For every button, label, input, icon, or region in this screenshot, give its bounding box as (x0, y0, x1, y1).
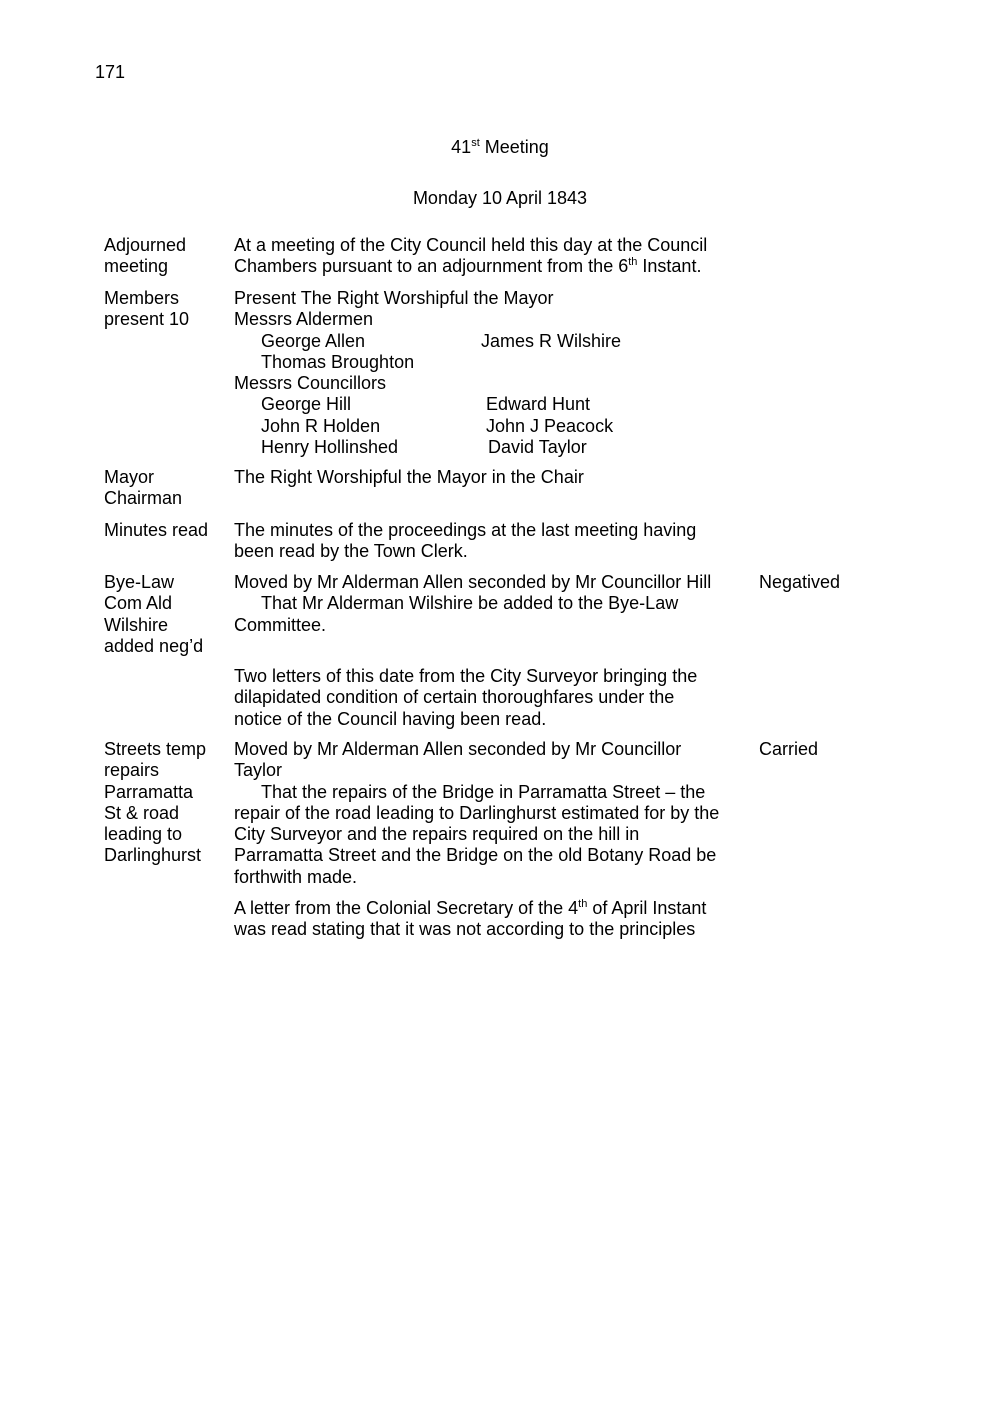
motion-line: City Surveyor and the repairs required on the hill in (234, 824, 640, 845)
margin-note-minutes (104, 520, 229, 541)
member-name: Edward Hunt (486, 394, 591, 415)
margin-line: repairs (104, 760, 160, 781)
margin-line: Streets temp (104, 739, 207, 759)
members-list (234, 288, 754, 458)
letters-paragraph (234, 666, 754, 730)
margin-line: Adjourned (104, 235, 187, 255)
member-row (234, 416, 754, 437)
member-row (234, 352, 754, 373)
aldermen-heading: Messrs Aldermen (234, 309, 374, 330)
member-name: John J Peacock (486, 415, 614, 436)
margin-line: Mayor (104, 467, 155, 487)
meeting-word: Meeting (484, 137, 549, 157)
member-row (234, 394, 754, 415)
margin-line: present 10 (104, 309, 190, 330)
ordinal-suffix: th (628, 256, 638, 269)
minutes-paragraph (234, 520, 754, 563)
margin-line: leading to (104, 824, 183, 845)
margin-line: Darlinghurst (104, 845, 202, 866)
margin-line: Members (104, 288, 180, 308)
margin-line: Com Ald (104, 593, 173, 614)
byelaw-paragraph (234, 572, 754, 636)
member-name: George Hill (261, 394, 352, 415)
member-name: Thomas Broughton (261, 351, 415, 372)
paragraph-line: Two letters of this date from the City Surveyor bringing the (234, 666, 698, 686)
paragraph-line: dilapidated condition of certain thoroughfares under the (234, 687, 675, 708)
motion-line: forthwith made. (234, 866, 358, 887)
margin-note-members (104, 288, 229, 331)
meeting-date: Monday 10 April 1843 (412, 188, 588, 208)
paragraph-line: The Right Worshipful the Mayor in the Chair (234, 467, 584, 487)
paragraph-line: The minutes of the proceedings at the last meeting having (234, 520, 697, 540)
motion-line: That the repairs of the Bridge in Parramatta Street – the (261, 781, 706, 802)
streets-paragraph (234, 739, 754, 888)
motion-line: Committee. (234, 614, 327, 635)
mayor-paragraph (234, 467, 754, 488)
paragraph-line: At a meeting of the City Council held this day at the Council (234, 235, 708, 255)
meeting-title (0, 137, 1000, 158)
margin-line: Wilshire (104, 614, 169, 635)
page-number: 171 (95, 62, 126, 82)
text-run: Chambers pursuant to an adjournment from the 6 (234, 256, 629, 277)
margin-line: Bye-Law (104, 572, 175, 592)
margin-line: meeting (104, 256, 169, 277)
member-row (234, 331, 754, 352)
paragraph-line: been read by the Town Clerk. (234, 541, 468, 562)
councillors-heading: Messrs Councillors (234, 373, 387, 394)
margin-line: added neg’d (104, 635, 204, 656)
adjourned-paragraph (234, 235, 754, 278)
member-name: George Allen (261, 330, 366, 351)
moved-line: Moved by Mr Alderman Allen seconded by Mr Councillor (234, 739, 682, 759)
moved-line: Taylor (234, 760, 283, 781)
member-name: David Taylor (488, 437, 587, 458)
outcome-negatived: Negatived (759, 572, 841, 592)
meeting-number: 41 (451, 137, 472, 157)
text-run: A letter from the Colonial Secretary of the 4 (234, 898, 579, 918)
margin-note-byelaw (104, 572, 229, 657)
motion-line: That Mr Alderman Wilshire be added to the Bye-Law (261, 593, 679, 614)
member-name: Henry Hollinshed (261, 437, 399, 458)
present-line: Present The Right Worshipful the Mayor (234, 288, 554, 308)
ordinal-suffix: th (578, 898, 588, 910)
paragraph-line: notice of the Council having been read. (234, 708, 547, 729)
colonial-letter-paragraph (234, 898, 754, 941)
margin-note-streets (104, 739, 229, 867)
margin-line: Minutes read (104, 520, 209, 540)
margin-note-mayor (104, 467, 229, 510)
margin-line: Parramatta (104, 781, 194, 802)
meeting-number-suffix: st (471, 137, 480, 149)
paragraph-line (234, 256, 754, 277)
text-run: of April Instant (587, 898, 707, 918)
margin-line: St & road (104, 802, 180, 823)
margin-line: Chairman (104, 488, 183, 509)
member-name: John R Holden (261, 415, 381, 436)
margin-note-adjourned (104, 235, 229, 278)
motion-line: repair of the road leading to Darlinghurst estimated for by the (234, 802, 720, 823)
member-row (234, 437, 754, 458)
paragraph-line: was read stating that it was not according to the principles (234, 919, 696, 940)
outcome-carried: Carried (759, 739, 819, 759)
paragraph-line (234, 898, 754, 919)
moved-line: Moved by Mr Alderman Allen seconded by Mr Councillor Hill (234, 572, 712, 592)
text-run: Instant. (637, 256, 702, 277)
motion-line: Parramatta Street and the Bridge on the old Botany Road be (234, 845, 717, 866)
member-name: James R Wilshire (481, 330, 622, 351)
